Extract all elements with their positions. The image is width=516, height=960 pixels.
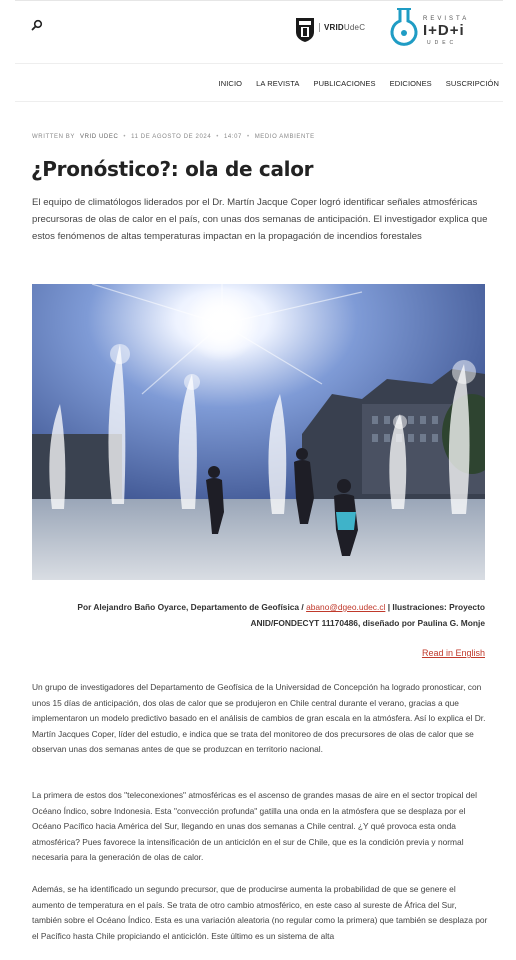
image-caption: Por Alejandro Baño Oyarce, Departamento de Geofísica / abano@dgeo.udec.cl | Ilustraciones: Proyecto ANID/FONDECYT 11170486, diseñado por Paulina G. Monje [77, 602, 485, 628]
meta-separator: • [216, 134, 219, 140]
search-icon[interactable] [30, 18, 44, 32]
idi-logo-text: I+D+i [423, 22, 465, 39]
hero-image [32, 284, 485, 580]
article-category[interactable]: MEDIO AMBIENTE [254, 134, 315, 140]
written-by-label: WRITTEN BY [32, 134, 75, 140]
site-header [15, 0, 503, 64]
idi-udec-label: UDEC [427, 40, 458, 46]
nav-item-publicaciones[interactable]: PUBLICACIONES [313, 79, 376, 88]
main-navigation [15, 64, 503, 102]
article-time: 14:07 [223, 134, 242, 140]
nav-item-suscripcion[interactable]: SUSCRIPCIÓN [445, 79, 499, 88]
udec-shield-icon [295, 17, 315, 43]
nav-item-la-revista[interactable]: LA REVISTA [256, 79, 300, 88]
article-meta [32, 134, 315, 140]
meta-separator: • [246, 134, 250, 140]
nav-item-ediciones[interactable]: EDICIONES [389, 79, 432, 88]
author-link[interactable]: VRID UDEC [80, 134, 119, 140]
article-paragraph: Además, se ha identificado un segundo precursor, que de producirse aumenta la probabilidad de que se genere el aumento de temperatura en el país. Se trata de otro cambio atmosférico, en este caso al sureste de África del Sur, también sobre el Océano Índico. Esta es una variación aleatoria (no regular como la primera) que también se desplaza por el Pacífico hasta Chile propiciando el anticiclón. Este último es un sistema de alta [32, 884, 488, 941]
article-lead: El equipo de climatólogos liderados por el Dr. Martín Jacque Coper logró identificar señales atmosféricas precursoras de olas de calor en el país, con unas dos semanas de anticipación. El investigador explica que estos fenómenos de altas temperaturas impactan en la propagación de incendios forestales [32, 197, 488, 242]
article-title: ¿Pronóstico?: ola de calor [31, 157, 314, 181]
idi-revista-label: REVISTA [423, 16, 470, 22]
meta-separator: • [123, 134, 127, 140]
author-email-link[interactable]: abano@dgeo.udec.cl [306, 602, 386, 612]
idi-flask-icon [389, 7, 419, 51]
article-paragraph: La primera de estos dos "teleconexiones" atmosféricas es el ascenso de grandes masas de aire en el sector tropical del Océano Índico, sobre Indonesia. Esta "convección profunda" gatilla una onda en la atmósfera que se desplaza por el Océano Pacífico hacia América del Sur, llegando en unas dos semanas a Chile central. ¿Y qué provoca esta onda atmosférica? Pues favorece la intensificación de un anticiclón en el sur de Chile, que es la condición previa y normal necesaria para la generación de olas de calor. [32, 790, 477, 863]
article-paragraph: Un grupo de investigadores del Departamento de Geofísica de la Universidad de Concepción ha logrado pronosticar, con unos 15 días de anticipación, dos olas de calor que se produjeron en Chile central durante el verano, gracias a que implementaron un modelo predictivo basado en el análisis de cambios de gran escala en la atmósfera. Así lo explica el Dr. Martín Jacques Coper, líder del estudio, e indica que se trata del monitoreo de dos precursores de olas de calor que se observan unas dos semanas antes de que se produzcan en territorio nacional. [32, 682, 486, 755]
article-date: 11 DE AGOSTO DE 2024 [131, 134, 212, 140]
vrid-logo-text: VRIDUdeC [319, 23, 365, 32]
nav-item-inicio[interactable]: INICIO [218, 79, 243, 88]
read-in-english-link[interactable]: Read in English [421, 648, 485, 658]
